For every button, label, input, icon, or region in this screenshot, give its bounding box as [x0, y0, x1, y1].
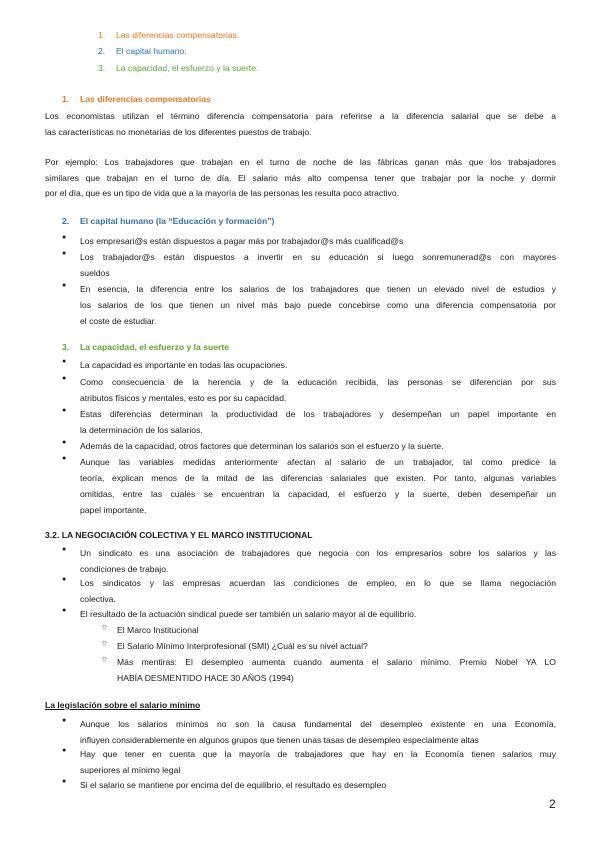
bullet-icon: ●: [62, 439, 67, 446]
toc-item-2: El capital humano.: [116, 46, 187, 56]
toc-num-1: 1.: [98, 30, 106, 40]
legislacion-bullet-3: Si el salario se mantiene por encima del de equilibrio, el resultado es desempleo: [80, 780, 387, 790]
bullet-icon: ●: [62, 576, 67, 583]
legislacion-bullet-2: Hay que tener en cuenta que la mayoría de trabajadores que hay en la Economía tienen salarios muy superiores al mínimo legal: [80, 749, 556, 775]
circle-bullet-icon: ○: [102, 622, 107, 631]
section3-num: 3.: [62, 342, 70, 352]
bullet-icon: ●: [62, 717, 67, 724]
bullet-icon: ●: [62, 778, 67, 785]
section3-bullet-3: Estas diferencias determinan la productividad de los trabajadores y desempeñan un papel importante en la determinación de los salarios.: [80, 409, 556, 435]
bullet-icon: ●: [62, 407, 67, 414]
section1-para2: Por ejemplo: Los trabajadores que trabajan en el turno de noche de las fábricas ganan más que los trabajadores similares que trabajan en el turno de día. El salario más alto compensa tener que trabajar por la noche y dormir por el día, que es un tipo de vida que a la mayoría de las personas les resulta poco atractivo.: [45, 157, 556, 198]
toc-num-3: 3.: [98, 63, 106, 73]
toc-num-2: 2.: [98, 46, 106, 56]
section3-bullet-5: Aunque las variables medidas anteriormente afectan al salario de un trabajador, tal como predice la teoría, explican menos de la mitad de las diferencias salariales que existen. Por tanto, algunas variables omitidas, entre las cuales se encuentran la capacidad, el esfuerzo y la suerte, deben desempeñar un papel importante.: [80, 457, 556, 515]
section2-num: 2.: [62, 216, 70, 226]
legislacion-bullet-1: Aunque los salarios mínimos no son la causa fundamental del desempleo existente en una Economía, influyen considerablemente en algunos grupos que tienen unas tasas de desempleo especialmente altas: [80, 719, 556, 745]
bullet-icon: ●: [62, 607, 67, 614]
circle-bullet-icon: ○: [102, 638, 107, 647]
section1-heading: Las diferencias compensatorias: [80, 94, 211, 104]
section3-bullet-1: La capacidad es importante en todas las ocupaciones.: [80, 360, 288, 370]
legislacion-heading: La legislación sobre el salario mínimo: [45, 700, 201, 710]
circle-bullet-icon: ○: [102, 654, 107, 663]
bullet-icon: ●: [62, 546, 67, 553]
section32-subitem-3: Más mentiras: El desempleo aumenta cuando aumenta el salario mínimo. Premio Nobel YA LO HABÍA DESMENTIDO HACE 30 AÑOS (1994): [117, 657, 556, 683]
page-number: 2: [549, 797, 556, 811]
toc-item-1: Las diferencias compensatorias.: [116, 30, 240, 40]
bullet-icon: ●: [62, 358, 67, 365]
bullet-icon: ●: [62, 282, 67, 289]
section32-bullet-1: Un sindicato es una asociación de trabajadores que negocia con los empresarios sobre los salarios y las condiciones de trabajo.: [80, 548, 556, 574]
section32-bullet-2: Los sindicatos y las empresas acuerdan las condiciones de empleo, en lo que se llama negociación colectiva.: [80, 578, 556, 604]
section3-bullet-4: Además de la capacidad, otros factores que determinan los salarios son el esfuerzo y la suerte.: [80, 441, 444, 451]
toc-item-3: La capacidad, el esfuerzo y la suerte.: [116, 63, 259, 73]
section3-heading: La capacidad, el esfuerzo y la suerte: [80, 342, 230, 352]
section32-bullet-3: El resultado de la actuación sindical puede ser también un salario mayor al de equilibrio.: [80, 609, 417, 619]
section3-bullet-2: Como consecuencia de la herencia y de la educación recibida, las personas se diferencian por sus atributos físicos y mentales, esto es por su capacidad.: [80, 377, 556, 403]
section2-bullet-3: En esencia, la diferencia entre los salarios de los trabajadores que tienen un elevado nivel de estudios y los salarios de los que tienen un nivel más bajo puede concebirse como una diferencia compensatoria por el coste de estudiar.: [80, 284, 556, 326]
section1-num: 1.: [62, 94, 70, 104]
bullet-icon: ●: [62, 250, 67, 257]
section32-subitem-2: El Salario Mínimo Interprofesional (SMI) ¿Cuál es su nivel actual?: [117, 641, 368, 651]
section32-heading: 3.2. LA NEGOCIACIÓN COLECTIVA Y EL MARCO INSTITUCIONAL: [45, 530, 313, 540]
bullet-icon: ●: [62, 455, 67, 462]
bullet-icon: ●: [62, 375, 67, 382]
section32-subitem-1: El Marco Institucional: [117, 625, 199, 635]
section2-bullet-1: Los empresari@s están dispuestos a pagar más por trabajador@s más cualificad@s: [80, 236, 404, 246]
bullet-icon: ●: [62, 747, 67, 754]
section2-bullet-2: Los trabajador@s están dispuestos a invertir en su educación si luego sonremunerad@s con mayores sueldos: [80, 252, 556, 278]
section1-para1: Los economistas utilizan el término diferencia compensatoria para referirse a la diferencia salarial que se debe a las características no monetarias de los diferentes puestos de trabajo.: [45, 111, 556, 137]
section2-heading: El capital humano (la “Educación y formación”): [80, 216, 275, 226]
bullet-icon: ●: [62, 234, 67, 241]
